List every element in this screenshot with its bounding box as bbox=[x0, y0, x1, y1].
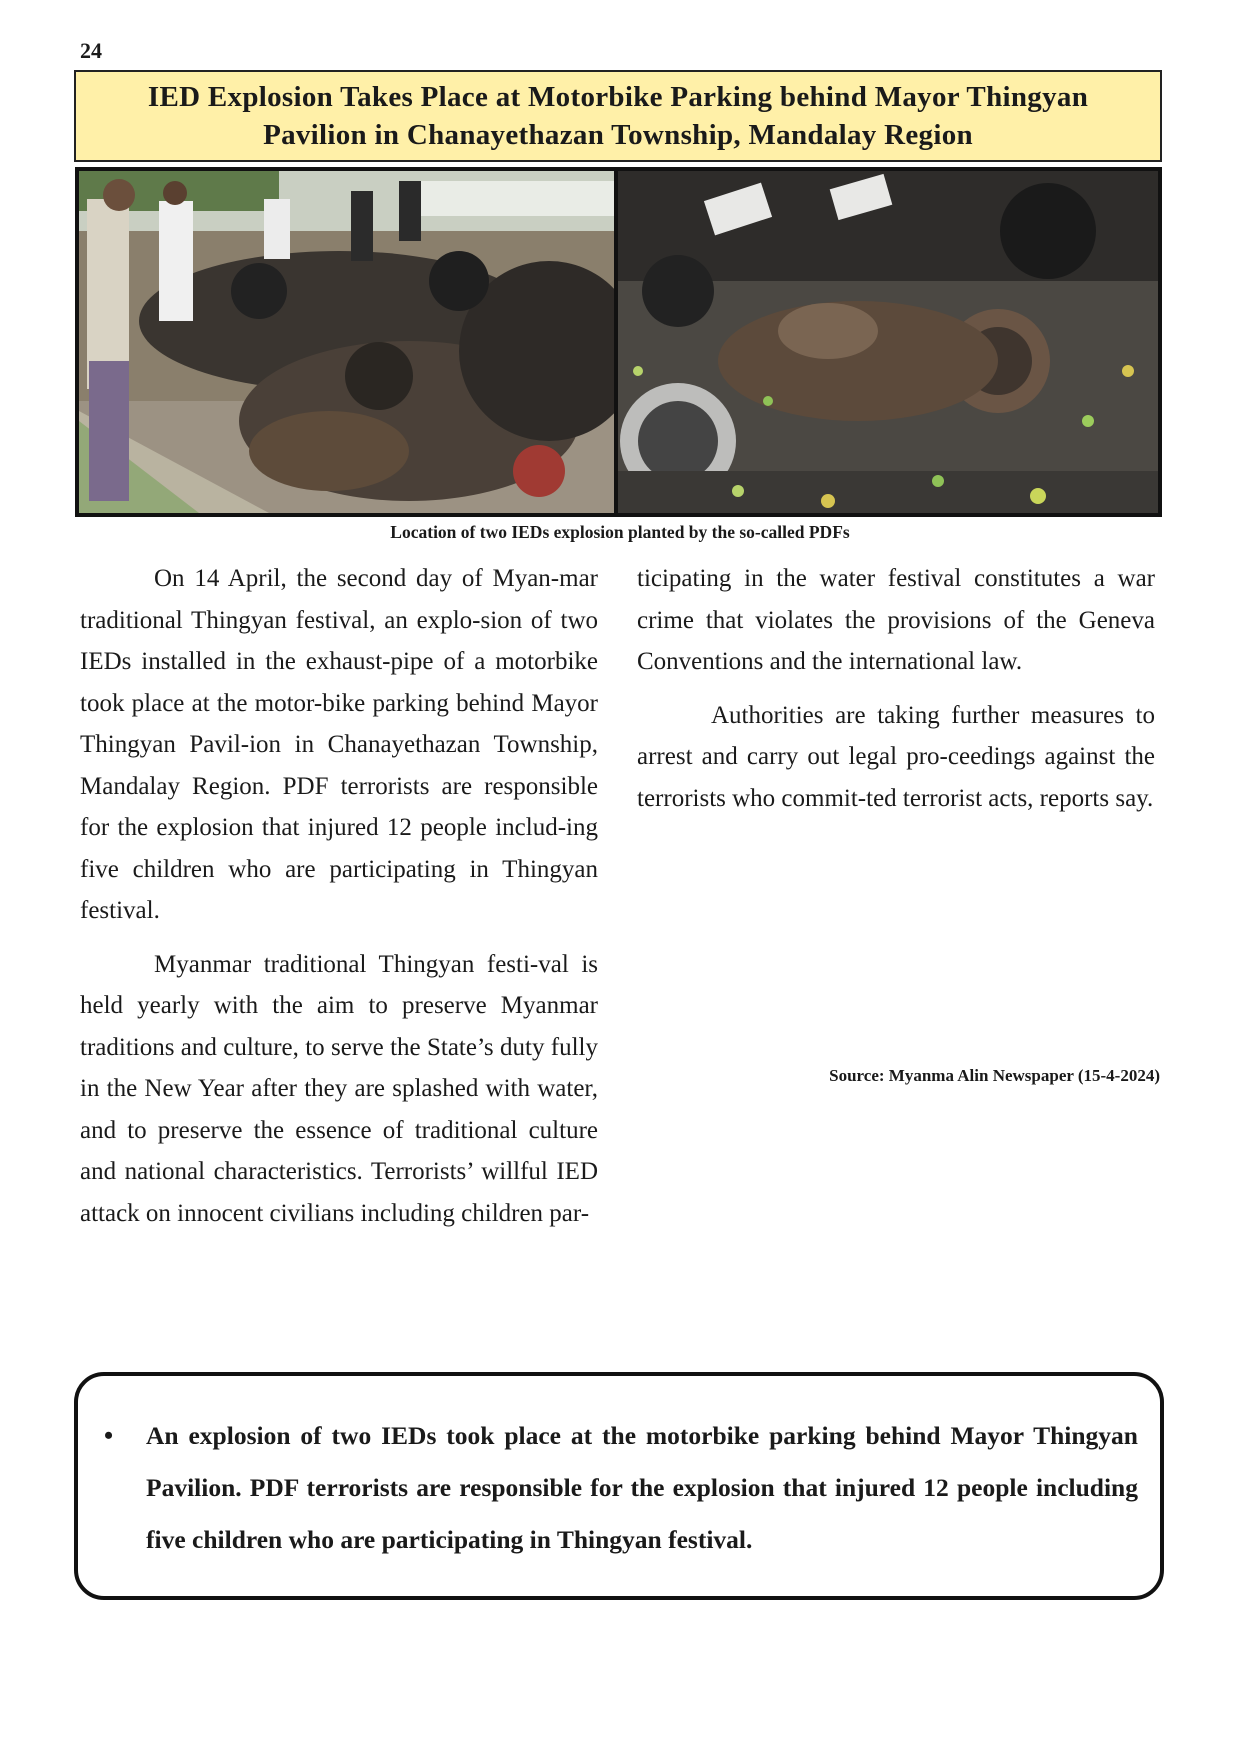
article-title-line-2: Pavilion in Chanayethazan Township, Mandalay Region bbox=[263, 119, 973, 151]
article-title-box bbox=[74, 70, 1162, 162]
body-paragraph-2-continued: ticipating in the water festival constitutes a war crime that violates the provisions of the Geneva Conventions and the international law. bbox=[637, 565, 1155, 675]
summary-item bbox=[96, 1410, 1138, 1566]
photo-frame bbox=[75, 167, 1162, 517]
body-paragraph-1: On 14 April, the second day of Myan-mar traditional Thingyan festival, an explo-sion of two IEDs installed in the exhaust-pipe of a motorbike took place at the motor-bike parking behind Mayor Thingyan Pavil-ion in Chanayethazan Township, Mandalay Region. PDF terrorists are responsible for the explosion that injured 12 people includ-ing five children who are participating in Thingyan festival. bbox=[80, 565, 598, 924]
summary-text: An explosion of two IEDs took place at the motorbike parking behind Mayor Thingyan Pavilion. PDF terrorists are responsible for the explosion that injured 12 people including five children who are participating in Thingyan festival. bbox=[146, 1421, 1138, 1554]
source-credit: Source: Myanma Alin Newspaper (15-4-2024) bbox=[829, 1066, 1160, 1085]
article-title bbox=[148, 78, 1088, 154]
photo-parking-inspection bbox=[79, 171, 614, 513]
page-number: 24 bbox=[80, 38, 102, 63]
summary-box bbox=[74, 1372, 1164, 1600]
bullet-icon: • bbox=[104, 1421, 114, 1450]
photo-burned-motorbike bbox=[618, 171, 1158, 513]
body-column-right bbox=[637, 558, 1155, 831]
photo-caption: Location of two IEDs explosion planted by the so-called PDFs bbox=[390, 522, 850, 542]
summary-list bbox=[96, 1410, 1138, 1566]
article-title-line-1: IED Explosion Takes Place at Motorbike Parking behind Mayor Thingyan bbox=[147, 81, 1089, 113]
body-column-left bbox=[80, 558, 598, 1246]
body-paragraph-2: Myanmar traditional Thingyan festi-val is held yearly with the aim to preserve Myanmar traditions and culture, to serve the State’s duty fully in the New Year after they are splashed with water, and to preserve the essence of traditional culture and national characteristics. Terrorists’ willful IED attack on innocent civilians including children par- bbox=[80, 950, 598, 1227]
body-paragraph-3: Authorities are taking further measures to arrest and carry out legal pro-ceedings against the terrorists who commit-ted terrorist acts, reports say. bbox=[637, 701, 1155, 812]
